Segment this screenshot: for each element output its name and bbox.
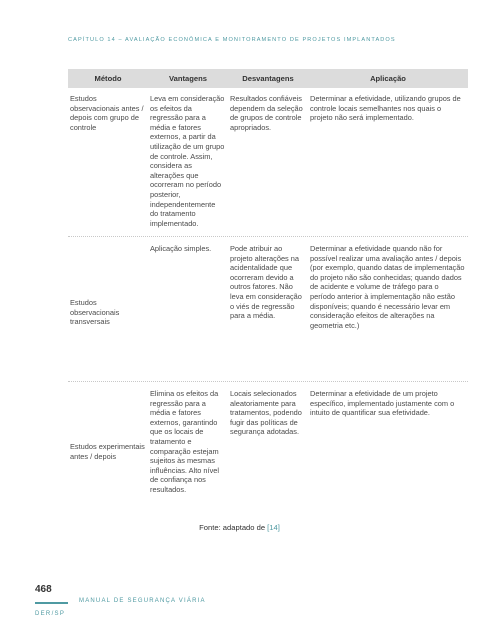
cell-aplicacao: Determinar a efetividade de um projeto específico, implementado justamente com o intuito de quantificar sua efetividade. [310, 389, 455, 418]
cell-metodo: Estudos observacionais transversais [70, 298, 120, 327]
table-header [68, 69, 468, 88]
column-header-metodo: Método [94, 74, 122, 83]
column-header-aplicacao: Aplicação [370, 74, 406, 83]
cell-vantagens: Leva em consideração os efeitos da regressão para a média e fatores externos, a partir da utilização de um grupo de controle. Assim, considera as alterações que ocorreram no período posterior, independentemente do tratamento implementado. [150, 94, 225, 228]
cell-desvantagens: Resultados confiáveis dependem da seleção de grupos de controle apropriados. [230, 94, 303, 132]
table-row [68, 237, 468, 382]
column-header-desvantagens: Desvantagens [242, 74, 294, 83]
footer-manual-title: MANUAL DE SEGURANÇA VIÁRIA [79, 598, 206, 604]
cell-aplicacao: Determinar a efetividade, utilizando grupos de controle locais semelhantes nos quais o projeto não será implementado. [310, 94, 461, 123]
source-prefix: Fonte: adaptado de [199, 523, 268, 532]
cell-vantagens: Aplicação simples. [150, 244, 212, 253]
source-reference: [14] [267, 523, 280, 532]
cell-metodo: Estudos experimentais antes / depois [70, 441, 145, 461]
cell-desvantagens: Locais selecionados aleatoriamente para tratamentos, podendo fugir das políticas de segurança adotadas. [230, 389, 302, 437]
cell-metodo: Estudos observacionais antes / depois com grupo de controle [70, 94, 144, 132]
footer-accent-bar [35, 602, 68, 604]
column-header-vantagens: Vantagens [169, 74, 207, 83]
table-source [0, 523, 479, 532]
footer-organization: DER/SP [35, 611, 66, 617]
cell-vantagens: Elimina os efeitos da regressão para a média e fatores externos, garantindo que os locais de tratamento e comparação estejam sujeitos às mesmas influências. Alto nível de confiança nos resultados. [150, 389, 220, 494]
cell-desvantagens: Pode atribuir ao projeto alterações na acidentalidade que ocorreram devido a outros fatores. Não leva em consideração o viés de regressão para a média. [230, 244, 302, 321]
page-number: 468 [35, 584, 52, 595]
comparison-table [68, 69, 468, 514]
chapter-header: CAPÍTULO 14 – AVALIAÇÃO ECONÔMICA E MONITORAMENTO DE PROJETOS IMPLANTADOS [68, 37, 396, 43]
cell-aplicacao: Determinar a efetividade quando não for possível realizar uma avaliação antes / depois (por exemplo, quando datas de implementação do projeto não são conhecidas; quando dados de acidente e volume de tráfego para o período anterior à implementação não estão disponíveis; quando é necessário levar em consideração efeitos de alterações na geometria etc.) [310, 244, 465, 330]
table-row [68, 88, 468, 237]
table-row [68, 382, 468, 514]
